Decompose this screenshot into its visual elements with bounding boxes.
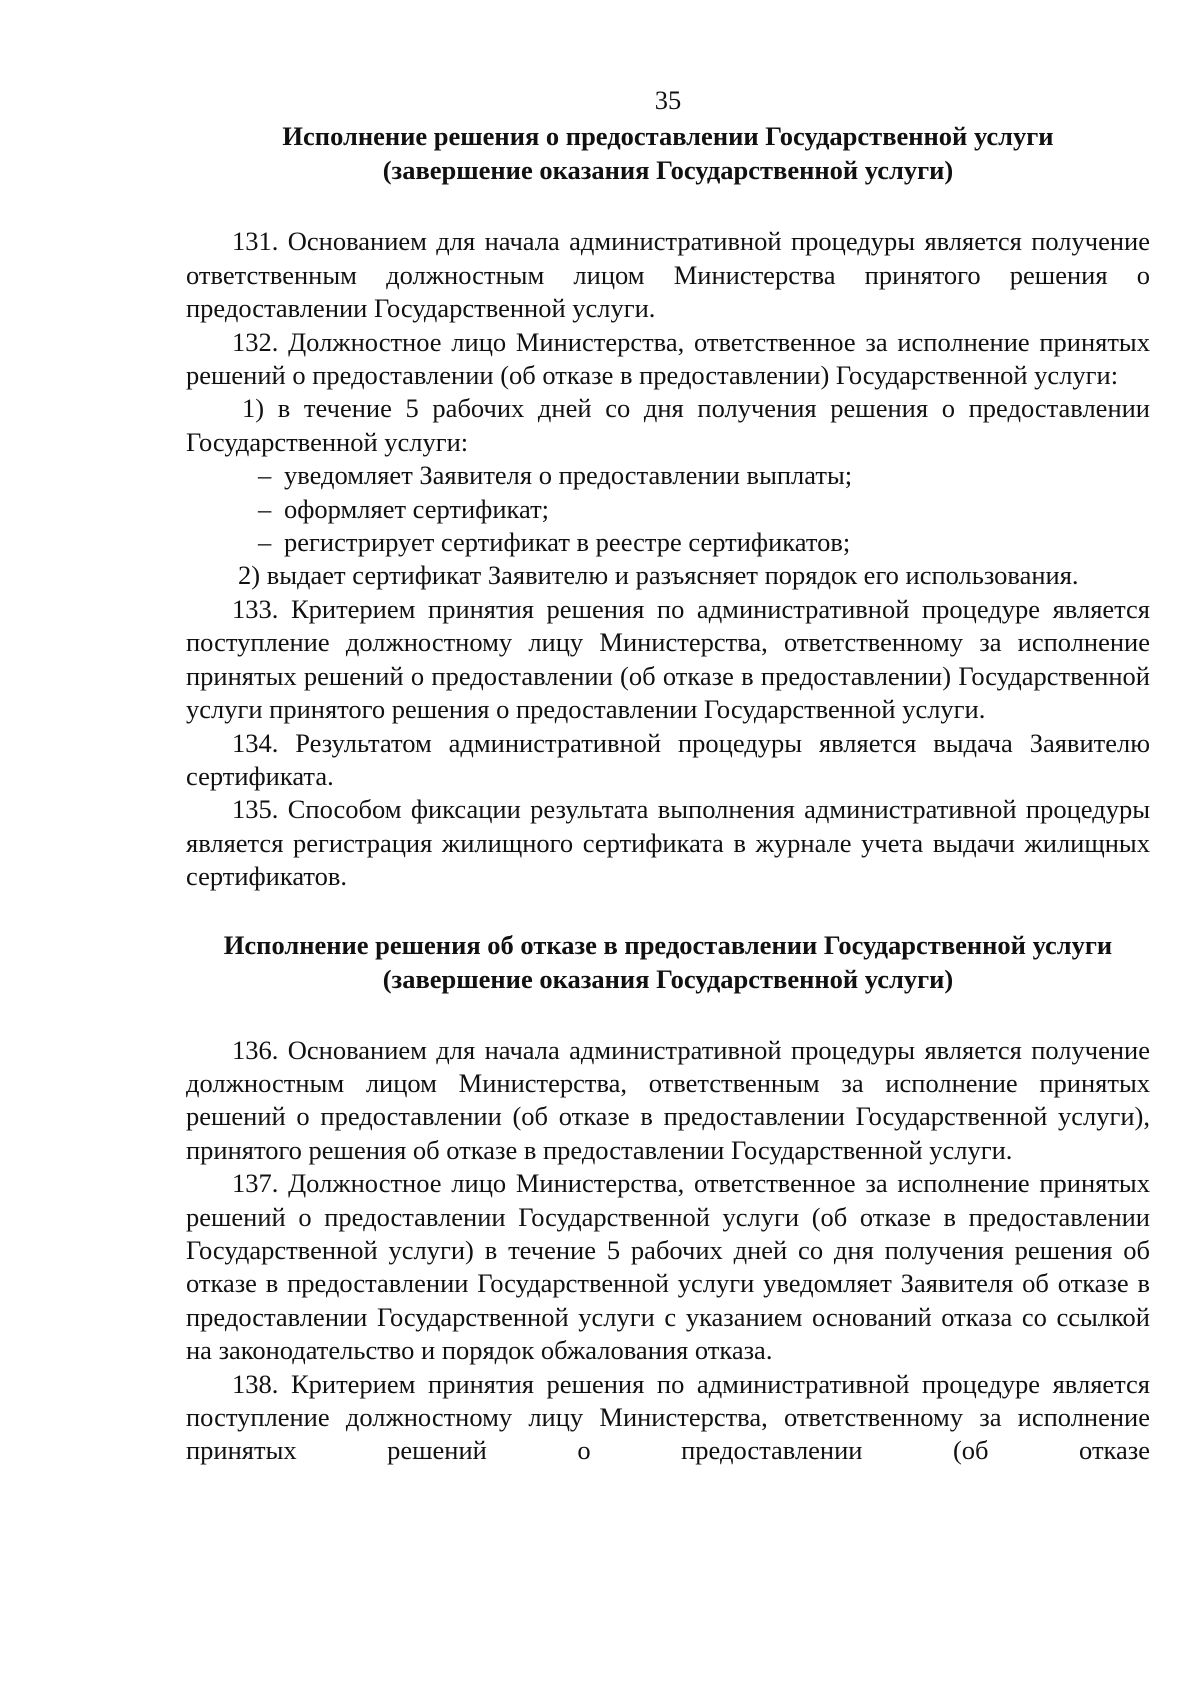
- subitem-2: 2) выдает сертификат Заявителю и разъясняет порядок его использования.: [238, 560, 1079, 591]
- subitem-1: 1) в течение 5 рабочих дней со дня получения решения о предоставлении Государственной услуги:: [186, 393, 1150, 457]
- section-2-title-line-1: Исполнение решения об отказе в предоставлении Государственной услуги: [223, 929, 1113, 960]
- paragraph-136: 136. Основанием для начала административной процедуры является получение должностным лицом Министерства, ответственным за исполнение принятых решений о предоставлении (об отказе в предоставлении Государственной услуги), принятого решения об отказе в предоставлении Государственной услуги.: [186, 1034, 1150, 1165]
- dash-list-item: – регистрирует сертификат в реестре сертификатов;: [258, 526, 1150, 559]
- dash-list-item: – оформляет сертификат;: [258, 493, 1150, 526]
- paragraph-134: 134. Результатом административной процедуры является выдача Заявителю сертификата.: [186, 727, 1150, 791]
- paragraph-133: 133. Критерием принятия решения по административной процедуре является поступление должностному лицу Министерства, ответственному за исполнение принятых решений о предоставлении (об отказе в предоставлении) Государственной услуги принятого решения о предоставлении Государственной услуги.: [186, 593, 1150, 725]
- page-number: 35: [654, 85, 682, 115]
- paragraph-137: 137. Должностное лицо Министерства, ответственное за исполнение принятых решений о предоставлении Государственной услуги (об отказе в предоставлении Государственной услуги) в течение 5 рабочих дней со дня получения решения об отказе в предоставлении Государственной услуги уведомляет Заявителя об отказе в предоставлении Государственной услуги с указанием оснований отказа со ссылкой на законодательство и порядок обжалования отказа.: [186, 1168, 1150, 1366]
- paragraph-131: 131. Основанием для начала административной процедуры является получение ответственным должностным лицом Министерства принятого решения о предоставлении Государственной услуги.: [186, 226, 1150, 324]
- section-2-title-line-2: (завершение оказания Государственной услуги): [382, 963, 954, 994]
- dash-list-item: – уведомляет Заявителя о предоставлении выплаты;: [258, 459, 1150, 492]
- paragraph-138: 138. Критерием принятия решения по административной процедуре является поступление должностному лицу Министерства, ответственному за исполнение принятых решений о предоставлении (об отказе: [186, 1368, 1150, 1466]
- section-1-title-line-2: (завершение оказания Государственной услуги): [382, 155, 954, 186]
- paragraph-135: 135. Способом фиксации результата выполнения административной процедуры является регистрация жилищного сертификата в журнале учета выдачи жилищных сертификатов.: [186, 794, 1150, 892]
- section-1-title-line-1: Исполнение решения о предоставлении Государственной услуги: [282, 121, 1054, 152]
- paragraph-132: 132. Должностное лицо Министерства, ответственное за исполнение принятых решений о предоставлении (об отказе в предоставлении) Государственной услуги:: [186, 326, 1150, 391]
- dash-list: [186, 459, 1150, 559]
